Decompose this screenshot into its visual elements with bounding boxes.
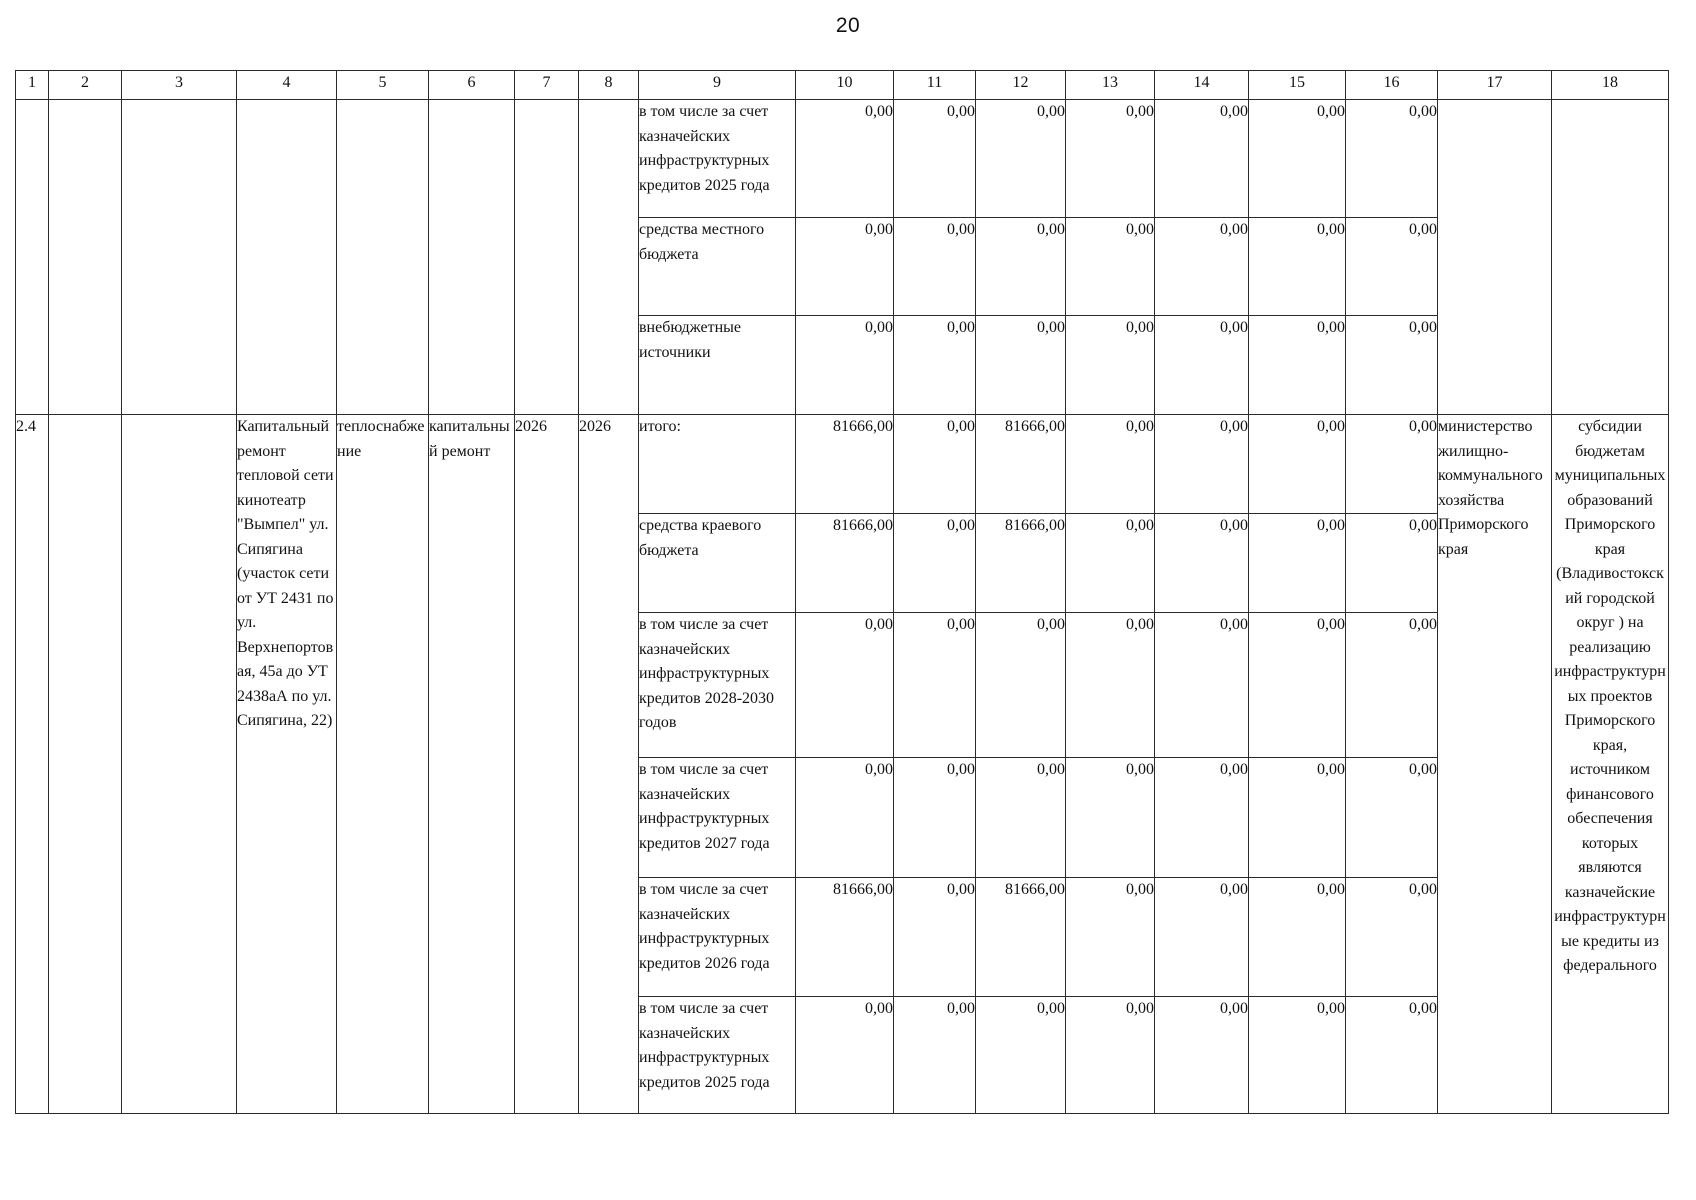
empty-cell bbox=[515, 100, 579, 415]
empty-cell bbox=[579, 100, 639, 415]
work-type: капитальный ремонт bbox=[429, 415, 515, 1114]
amount-cell: 0,00 bbox=[796, 997, 894, 1114]
empty-cell bbox=[49, 415, 122, 1114]
funding-source-label: средства краевого бюджета bbox=[639, 514, 796, 613]
funding-note: субсидии бюджетам муниципальных образований Приморского края (Владивостокский городской округ ) на реализацию инфраструктурных проектов Приморского края, источником финансового обеспечения которых являются казначейские инфраструктурные кредиты из федерального bbox=[1552, 415, 1669, 1114]
amount-cell: 0,00 bbox=[894, 218, 976, 316]
amount-cell: 0,00 bbox=[1066, 758, 1155, 878]
funding-source-label: в том числе за счет казначейских инфраструктурных кредитов 2025 года bbox=[639, 100, 796, 218]
amount-cell: 0,00 bbox=[1346, 878, 1438, 997]
amount-cell: 0,00 bbox=[1249, 218, 1346, 316]
funding-source-label: в том числе за счет казначейских инфраструктурных кредитов 2026 года bbox=[639, 878, 796, 997]
amount-cell: 0,00 bbox=[976, 218, 1066, 316]
amount-cell: 0,00 bbox=[1155, 100, 1249, 218]
amount-cell: 0,00 bbox=[894, 514, 976, 613]
amount-cell: 0,00 bbox=[1346, 613, 1438, 758]
col-header: 11 bbox=[894, 71, 976, 100]
col-header: 12 bbox=[976, 71, 1066, 100]
empty-cell bbox=[429, 100, 515, 415]
amount-cell: 0,00 bbox=[976, 316, 1066, 415]
amount-cell: 81666,00 bbox=[796, 878, 894, 997]
amount-cell: 0,00 bbox=[1249, 100, 1346, 218]
table-row bbox=[16, 415, 1669, 514]
funding-source-label: в том числе за счет казначейских инфраструктурных кредитов 2025 года bbox=[639, 997, 796, 1114]
empty-cell bbox=[1552, 100, 1669, 415]
amount-cell: 0,00 bbox=[1346, 758, 1438, 878]
funding-source-label: в том числе за счет казначейских инфраструктурных кредитов 2028-2030 годов bbox=[639, 613, 796, 758]
col-header: 3 bbox=[122, 71, 237, 100]
col-header: 15 bbox=[1249, 71, 1346, 100]
amount-cell: 0,00 bbox=[1155, 997, 1249, 1114]
amount-cell: 81666,00 bbox=[976, 514, 1066, 613]
amount-cell: 0,00 bbox=[894, 316, 976, 415]
amount-cell: 0,00 bbox=[894, 100, 976, 218]
item-number: 2.4 bbox=[16, 415, 49, 1114]
funding-source-label: в том числе за счет казначейских инфраструктурных кредитов 2027 года bbox=[639, 758, 796, 878]
table-row bbox=[16, 100, 1669, 218]
amount-cell: 0,00 bbox=[1066, 218, 1155, 316]
amount-cell: 0,00 bbox=[1346, 514, 1438, 613]
amount-cell: 0,00 bbox=[1249, 514, 1346, 613]
col-header: 5 bbox=[337, 71, 429, 100]
amount-cell: 0,00 bbox=[1066, 613, 1155, 758]
amount-cell: 0,00 bbox=[1346, 100, 1438, 218]
empty-cell bbox=[122, 100, 237, 415]
funding-source-label: внебюджетные источники bbox=[639, 316, 796, 415]
amount-cell: 0,00 bbox=[1249, 415, 1346, 514]
funding-source-label: итого: bbox=[639, 415, 796, 514]
amount-cell: 0,00 bbox=[894, 878, 976, 997]
amount-cell: 0,00 bbox=[1155, 514, 1249, 613]
amount-cell: 0,00 bbox=[894, 415, 976, 514]
amount-cell: 0,00 bbox=[1155, 316, 1249, 415]
col-header: 7 bbox=[515, 71, 579, 100]
amount-cell: 0,00 bbox=[1066, 100, 1155, 218]
amount-cell: 0,00 bbox=[1155, 758, 1249, 878]
col-header: 10 bbox=[796, 71, 894, 100]
amount-cell: 0,00 bbox=[796, 218, 894, 316]
header-row bbox=[16, 71, 1669, 100]
col-header: 18 bbox=[1552, 71, 1669, 100]
col-header: 16 bbox=[1346, 71, 1438, 100]
amount-cell: 0,00 bbox=[976, 758, 1066, 878]
empty-cell bbox=[122, 415, 237, 1114]
col-header: 1 bbox=[16, 71, 49, 100]
amount-cell: 0,00 bbox=[894, 758, 976, 878]
amount-cell: 0,00 bbox=[1066, 415, 1155, 514]
year-start: 2026 bbox=[515, 415, 579, 1114]
amount-cell: 81666,00 bbox=[796, 514, 894, 613]
empty-cell bbox=[237, 100, 337, 415]
col-header: 14 bbox=[1155, 71, 1249, 100]
col-header: 2 bbox=[49, 71, 122, 100]
amount-cell: 0,00 bbox=[1155, 218, 1249, 316]
amount-cell: 0,00 bbox=[976, 100, 1066, 218]
amount-cell: 0,00 bbox=[1249, 878, 1346, 997]
amount-cell: 0,00 bbox=[1155, 878, 1249, 997]
amount-cell: 81666,00 bbox=[976, 415, 1066, 514]
amount-cell: 0,00 bbox=[976, 997, 1066, 1114]
object-type: теплоснабжение bbox=[337, 415, 429, 1114]
amount-cell: 0,00 bbox=[796, 758, 894, 878]
amount-cell: 0,00 bbox=[1066, 997, 1155, 1114]
empty-cell bbox=[337, 100, 429, 415]
col-header: 13 bbox=[1066, 71, 1155, 100]
amount-cell: 0,00 bbox=[796, 100, 894, 218]
amount-cell: 0,00 bbox=[1066, 878, 1155, 997]
amount-cell: 0,00 bbox=[894, 997, 976, 1114]
amount-cell: 0,00 bbox=[1249, 997, 1346, 1114]
amount-cell: 0,00 bbox=[976, 613, 1066, 758]
col-header: 8 bbox=[579, 71, 639, 100]
amount-cell: 0,00 bbox=[1066, 316, 1155, 415]
year-end: 2026 bbox=[579, 415, 639, 1114]
funding-source-label: средства местного бюджета bbox=[639, 218, 796, 316]
amount-cell: 0,00 bbox=[1249, 316, 1346, 415]
amount-cell: 81666,00 bbox=[796, 415, 894, 514]
amount-cell: 0,00 bbox=[1346, 415, 1438, 514]
amount-cell: 0,00 bbox=[1346, 218, 1438, 316]
amount-cell: 81666,00 bbox=[976, 878, 1066, 997]
object-name: Капитальный ремонт тепловой сети кинотеатр "Вымпел" ул. Сипягина (участок сети от УТ 2431 по ул. Верхнепортовая, 45а до УТ 2438аА по ул. Сипягина, 22) bbox=[237, 415, 337, 1114]
col-header: 4 bbox=[237, 71, 337, 100]
amount-cell: 0,00 bbox=[796, 316, 894, 415]
amount-cell: 0,00 bbox=[1155, 415, 1249, 514]
empty-cell bbox=[1438, 100, 1552, 415]
empty-cell bbox=[49, 100, 122, 415]
col-header: 6 bbox=[429, 71, 515, 100]
responsible-body: министерство жилищно-коммунального хозяйства Приморского края bbox=[1438, 415, 1552, 1114]
amount-cell: 0,00 bbox=[1249, 758, 1346, 878]
amount-cell: 0,00 bbox=[1346, 997, 1438, 1114]
col-header: 9 bbox=[639, 71, 796, 100]
budget-table bbox=[15, 70, 1669, 1114]
amount-cell: 0,00 bbox=[1346, 316, 1438, 415]
amount-cell: 0,00 bbox=[894, 613, 976, 758]
amount-cell: 0,00 bbox=[796, 613, 894, 758]
amount-cell: 0,00 bbox=[1155, 613, 1249, 758]
amount-cell: 0,00 bbox=[1066, 514, 1155, 613]
page-number: 20 bbox=[835, 14, 861, 37]
empty-cell bbox=[16, 100, 49, 415]
col-header: 17 bbox=[1438, 71, 1552, 100]
amount-cell: 0,00 bbox=[1249, 613, 1346, 758]
